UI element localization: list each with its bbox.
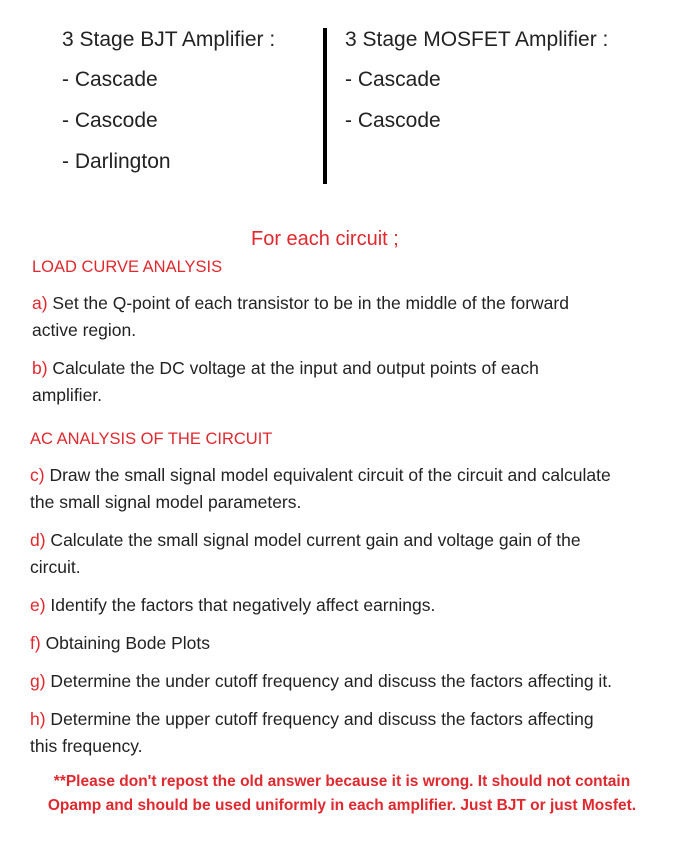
question-d	[30, 527, 581, 581]
question-text-continued: the small signal model parameters.	[30, 492, 302, 512]
bjt-item-cascade: - Cascade	[62, 68, 158, 91]
question-text-continued: circuit.	[30, 557, 81, 577]
question-text-continued: this frequency.	[30, 736, 143, 756]
mosfet-item-cascade: - Cascade	[345, 68, 441, 91]
question-b	[32, 355, 539, 409]
question-text: Identify the factors that negatively affect earnings.	[45, 595, 436, 615]
question-letter: b)	[32, 358, 48, 378]
question-letter: d)	[30, 530, 46, 550]
question-letter: a)	[32, 293, 48, 313]
section-load-curve: LOAD CURVE ANALYSIS	[32, 258, 223, 276]
question-letter: f)	[30, 633, 41, 653]
bjt-title: 3 Stage BJT Amplifier :	[62, 28, 276, 51]
footer-line-2: Opamp and should be used uniformly in each amplifier. Just BJT or just Mosfet.	[47, 797, 637, 814]
mosfet-title: 3 Stage MOSFET Amplifier :	[345, 28, 609, 51]
for-each-heading: For each circuit ;	[251, 228, 399, 250]
question-text-continued: active region.	[32, 320, 137, 340]
question-text: Draw the small signal model equivalent circuit of the circuit and calculate	[44, 465, 611, 485]
footer-line-1: **Please don't repost the old answer because it is wrong. It should not contain	[53, 773, 631, 790]
question-letter: e)	[30, 595, 46, 615]
question-text: Determine the upper cutoff frequency and discuss the factors affecting	[45, 709, 594, 729]
question-f	[30, 630, 210, 657]
question-text: Calculate the DC voltage at the input and output points of each	[47, 358, 539, 378]
question-text: Calculate the small signal model current gain and voltage gain of the	[45, 530, 581, 550]
question-letter: g)	[30, 671, 46, 691]
footer-note	[0, 770, 684, 818]
question-letter: h)	[30, 709, 46, 729]
question-h	[30, 706, 594, 760]
question-g	[30, 668, 612, 695]
question-text: Determine the under cutoff frequency and discuss the factors affecting it.	[45, 671, 613, 691]
question-text: Obtaining Bode Plots	[40, 633, 210, 653]
bjt-item-cascode: - Cascode	[62, 109, 158, 132]
question-text-continued: amplifier.	[32, 385, 103, 405]
bjt-item-darlington: - Darlington	[62, 150, 171, 173]
question-c	[30, 462, 611, 516]
question-e	[30, 592, 435, 619]
question-text: Set the Q-point of each transistor to be in the middle of the forward	[47, 293, 569, 313]
section-ac-analysis: AC ANALYSIS OF THE CIRCUIT	[30, 430, 273, 448]
question-a	[32, 290, 569, 344]
mosfet-item-cascode: - Cascode	[345, 109, 441, 132]
question-letter: c)	[30, 465, 45, 485]
column-divider	[323, 28, 327, 184]
